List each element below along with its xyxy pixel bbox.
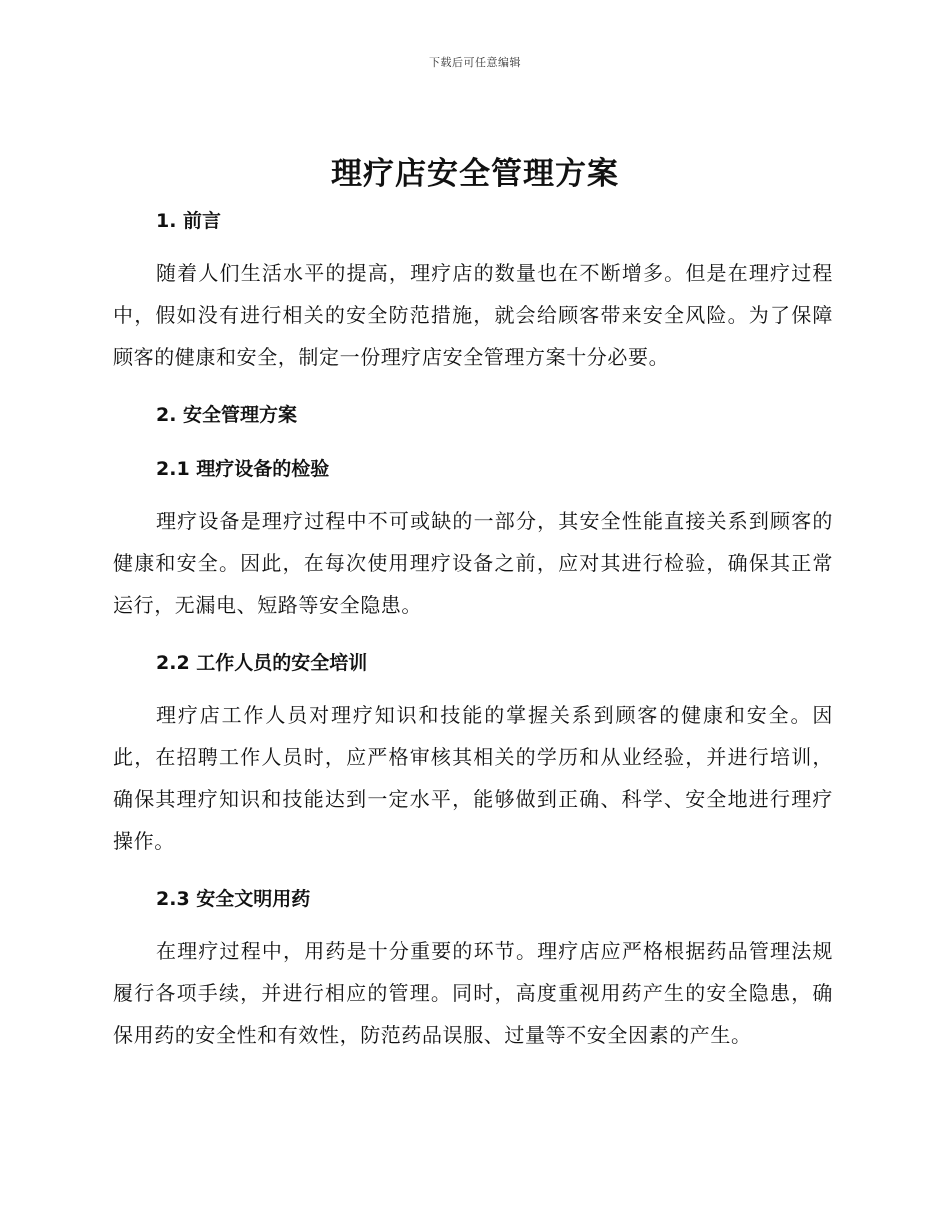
section-paragraph-equipment-inspection: 理疗设备是理疗过程中不可或缺的一部分，其安全性能直接关系到顾客的健康和安全。因此，在每次使用理疗设备之前，应对其进行检验，确保其正常运行，无漏电、短路等安全隐患。 [113,509,833,617]
section-heading-staff-training: 2.2 工作人员的安全培训 [156,652,368,674]
section-heading-equipment-inspection: 2.1 理疗设备的检验 [156,458,330,480]
section-heading-safety-plan: 2. 安全管理方案 [156,404,298,426]
section-paragraph-staff-training: 理疗店工作人员对理疗知识和技能的掌握关系到顾客的健康和安全。因此，在招聘工作人员时，应严格审核其相关的学历和从业经验，并进行培训，确保其理疗知识和技能达到一定水平，能够做到正确、科学、安全地进行理疗操作。 [113,703,833,853]
header-note: 下载后可任意编辑 [429,56,521,69]
section-heading-preface: 1. 前言 [156,210,222,232]
document-title: 理疗店安全管理方案 [331,156,619,192]
document-body [113,204,833,1056]
section-paragraph-safe-medication: 在理疗过程中，用药是十分重要的环节。理疗店应严格根据药品管理法规履行各项手续，并进行相应的管理。同时，高度重视用药产生的安全隐患，确保用药的安全性和有效性，防范药品误服、过量等不安全因素的产生。 [113,939,833,1047]
section-heading-safe-medication: 2.3 安全文明用药 [156,888,311,910]
section-paragraph-preface: 随着人们生活水平的提高，理疗店的数量也在不断增多。但是在理疗过程中，假如没有进行相关的安全防范措施，就会给顾客带来安全风险。为了保障顾客的健康和安全，制定一份理疗店安全管理方案十分必要。 [113,261,833,369]
